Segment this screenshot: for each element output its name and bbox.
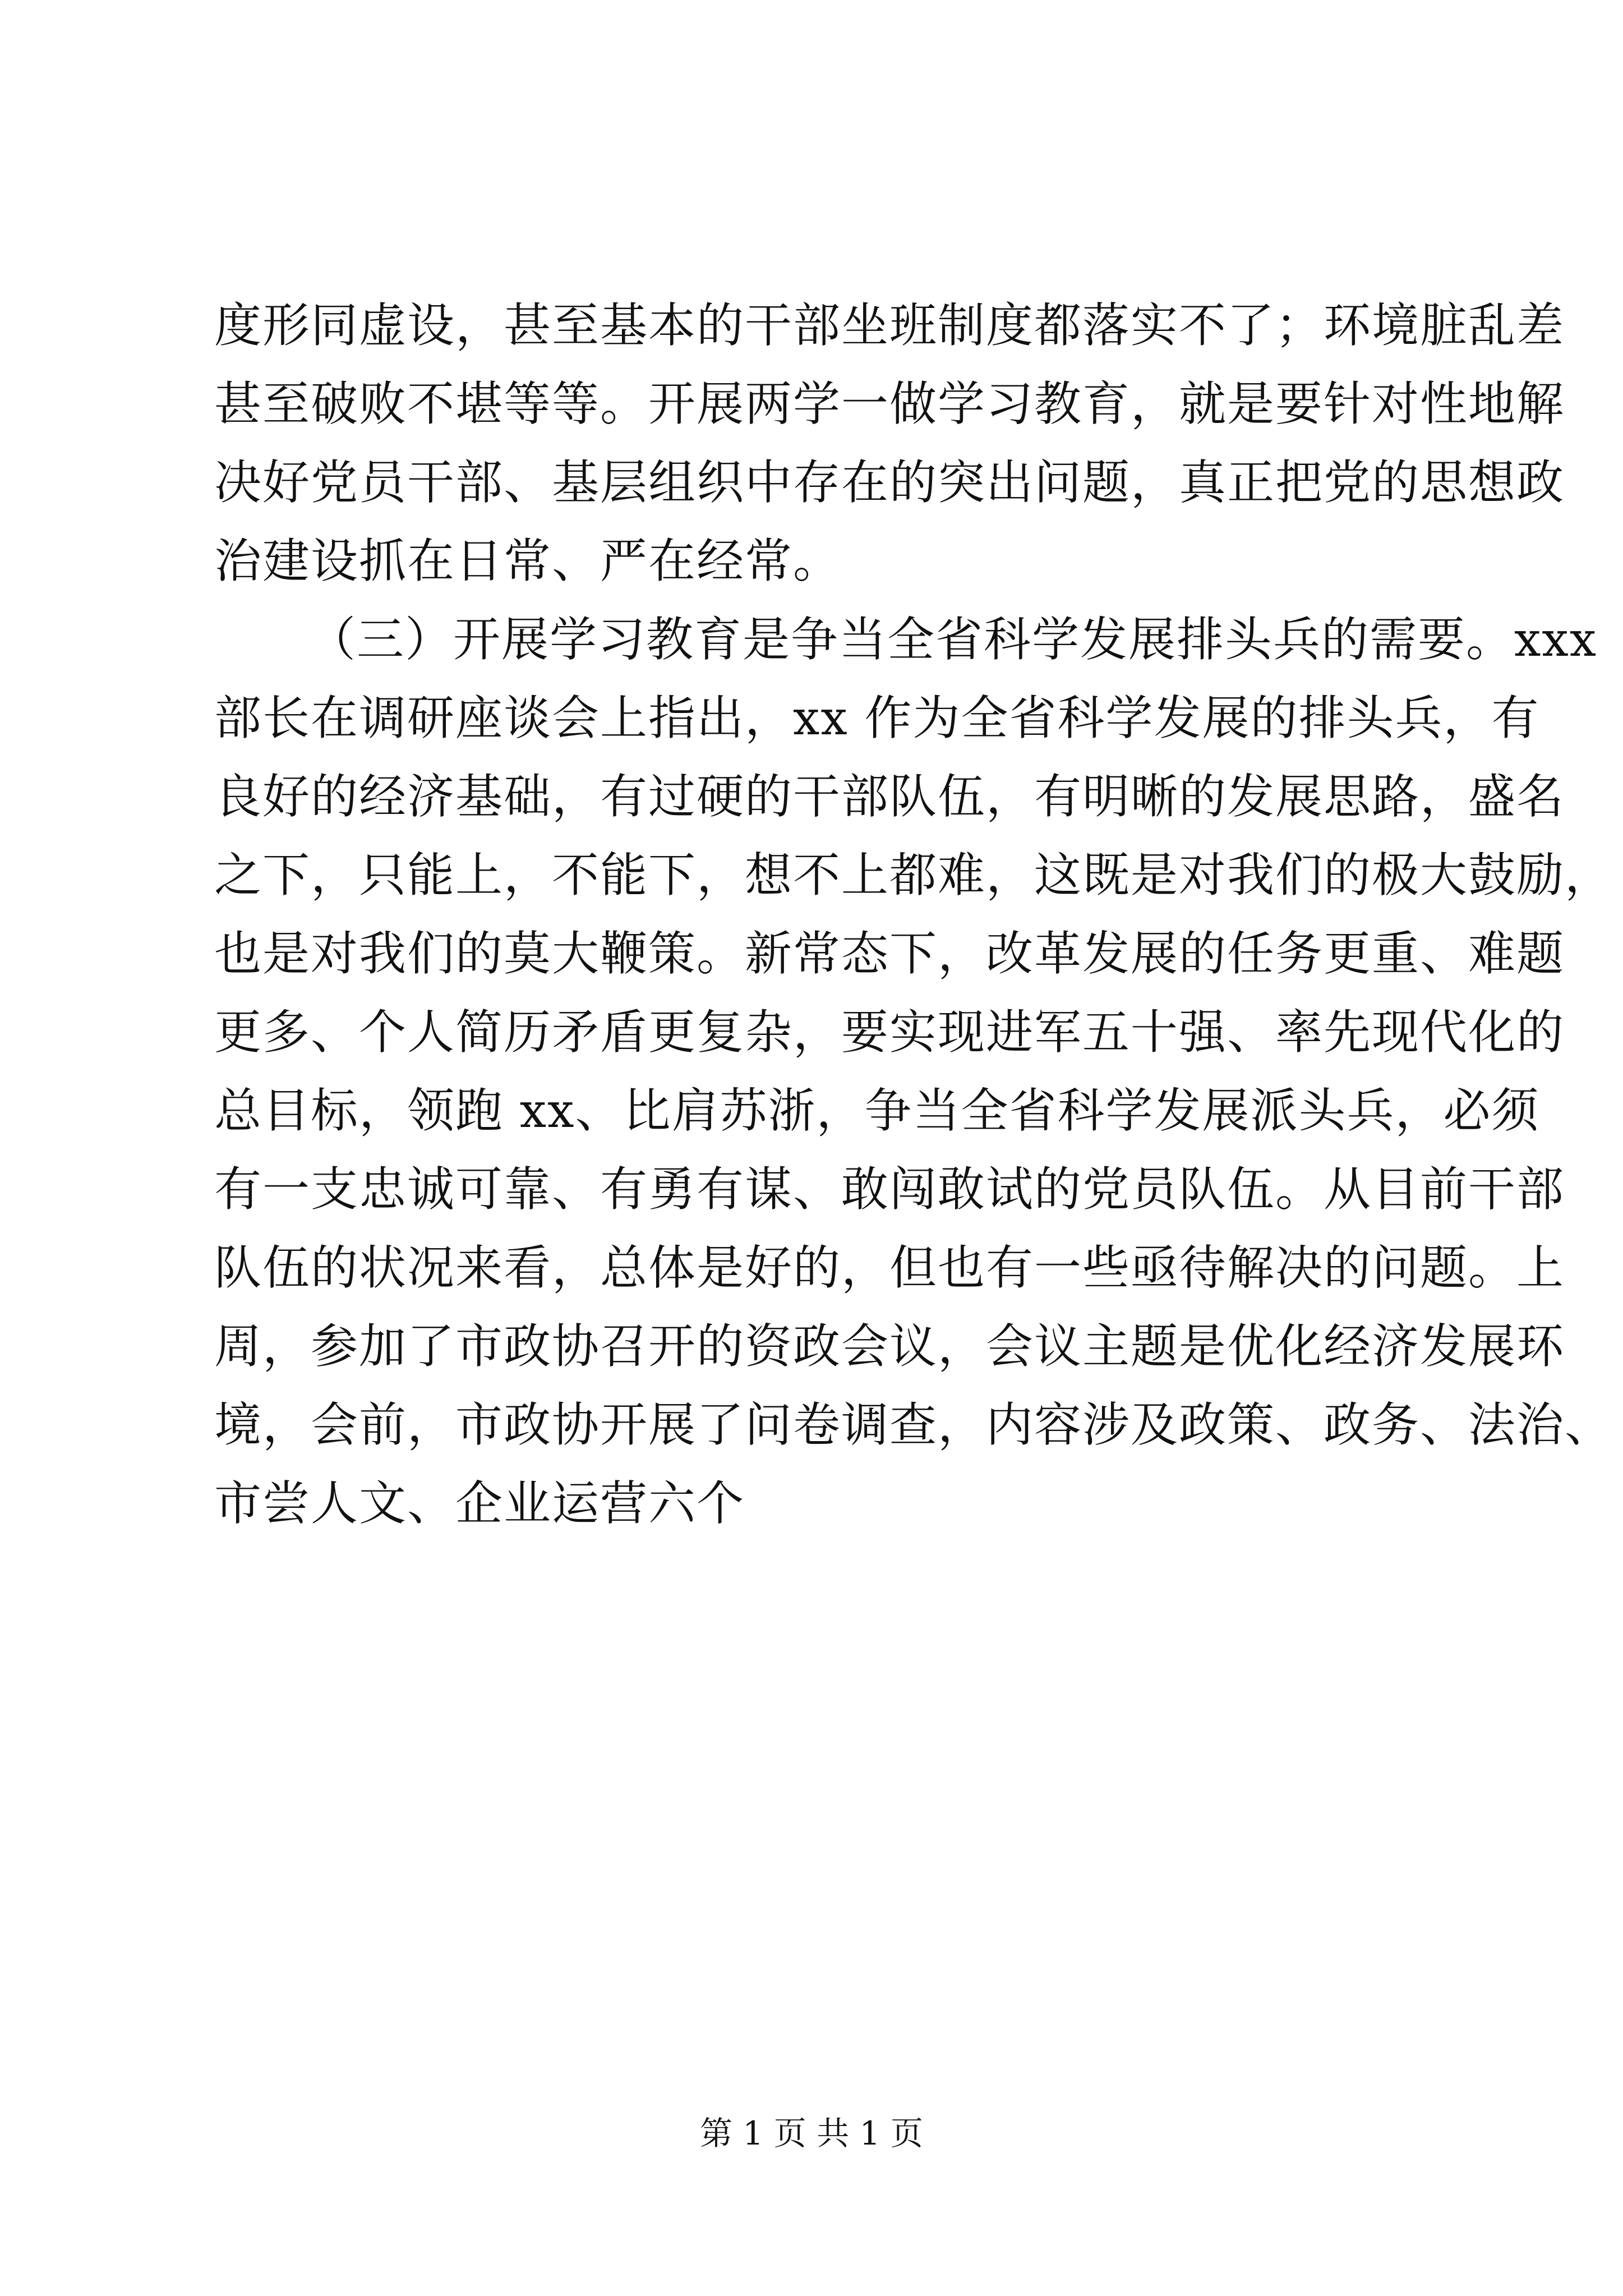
paragraph-2-line-10: 周，参加了市政协召开的资政会议，会议主题是优化经济发展环: [214, 1319, 1565, 1374]
paragraph-1-line-4: 治建设抓在日常、严在经常。: [214, 533, 842, 588]
paragraph-2-line-12: 市尝人文、企业运营六个: [214, 1476, 745, 1531]
paragraph-1-line-1: 度形同虚设，甚至基本的干部坐班制度都落实不了；环境脏乱差: [214, 298, 1565, 353]
paragraph-2-line-11: 境，会前，市政协开展了问卷调查，内容涉及政策、政务、法治、: [214, 1397, 1613, 1452]
paragraph-1-line-2: 甚至破败不堪等等。开展两学一做学习教育，就是要针对性地解: [214, 376, 1565, 431]
page-number-footer: 第 1 页 共 1 页: [700, 2114, 923, 2152]
paragraph-2-line-8: 有一支忠诚可靠、有勇有谋、敢闯敢试的党员队伍。从目前干部: [214, 1162, 1565, 1217]
paragraph-2-line-7: 总目标，领跑 xx、比肩苏浙，争当全省科学发展派头兵，必须: [214, 1083, 1540, 1138]
paragraph-2-line-3: 良好的经济基础，有过硬的干部队伍，有明晰的发展思路，盛名: [214, 769, 1565, 824]
paragraph-2-line-2: 部长在调研座谈会上指出，xx 作为全省科学发展的排头兵，有: [214, 691, 1540, 746]
paragraph-2-line-1: （三）开展学习教育是争当全省科学发展排头兵的需要。xxx: [308, 612, 1598, 667]
paragraph-2-line-4: 之下，只能上，不能下，想不上都难，这既是对我们的极大鼓励，: [214, 848, 1613, 903]
paragraph-2-line-5: 也是对我们的莫大鞭策。新常态下，改革发展的任务更重、难题: [214, 926, 1565, 981]
paragraph-1-line-3: 决好党员干部、基层组织中存在的突出问题，真正把党的思想政: [214, 455, 1565, 510]
paragraph-2-line-6: 更多、个人简历矛盾更复杂，要实现进军五十强、率先现代化的: [214, 1005, 1565, 1060]
paragraph-2-line-9: 队伍的状况来看，总体是好的，但也有一些亟待解决的问题。上: [214, 1240, 1565, 1295]
